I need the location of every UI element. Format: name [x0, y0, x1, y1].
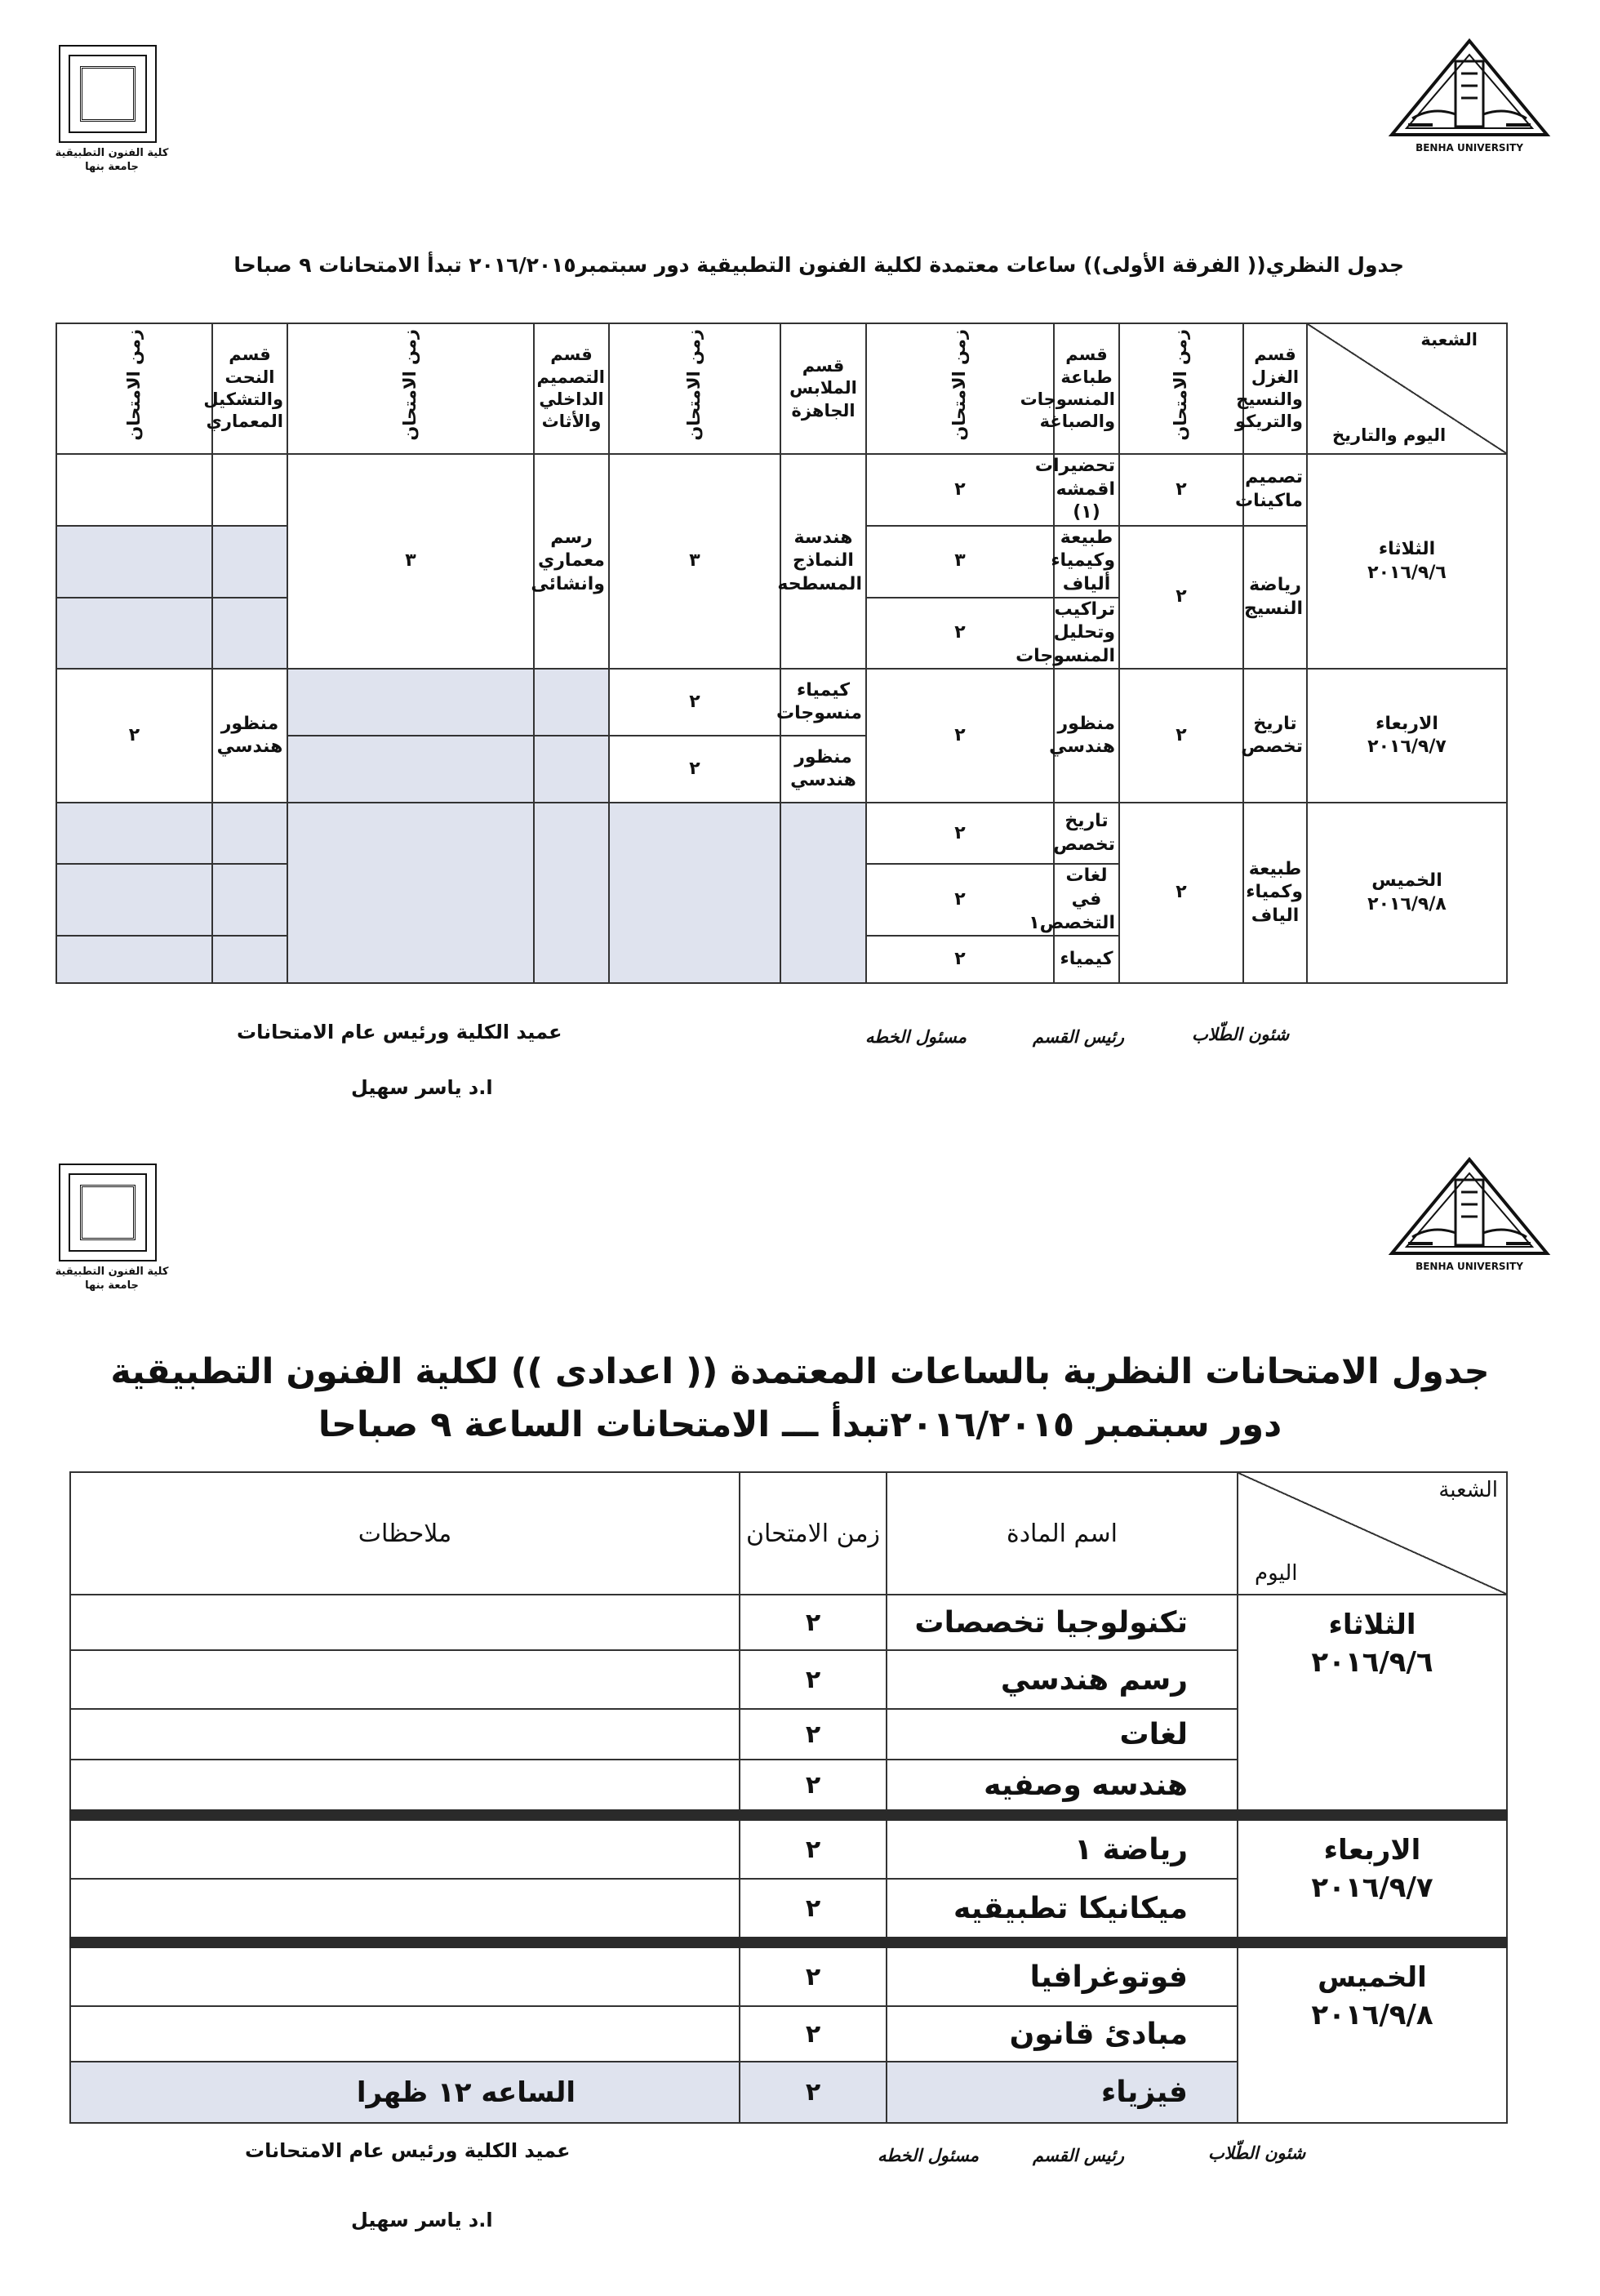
notes-cell: [70, 1879, 740, 1942]
notes-cell: [70, 1942, 740, 2006]
plan-officer-signature: مسئول الخطه: [865, 1027, 967, 1047]
duration-cell: ٢: [1119, 526, 1243, 670]
duration-cell: ٢: [740, 1760, 887, 1815]
duration-cell: ٢: [740, 1879, 887, 1942]
notes-header: ملاحظات: [70, 1472, 740, 1595]
corner-division-label: الشعبة: [1438, 1478, 1498, 1502]
empty-cell: [56, 454, 212, 526]
duration-cell: ٢: [1119, 669, 1243, 803]
day-cell-thursday: الخميس ٢٠١٦/٩/٨: [1238, 1942, 1507, 2123]
table-row: [70, 1815, 1507, 1879]
schedule2-title-line2: دور سبتمبر ٢٠١٦/٢٠١٥تبدأ ـــ الامتحانات الساعة ٩ صباحا: [318, 1404, 1282, 1445]
subject-cell: تاريخ تخصص: [1243, 669, 1307, 803]
duration-header: زمن الامتحان: [1119, 323, 1243, 454]
corner-header-cell: [1307, 323, 1507, 454]
empty-cell: [534, 736, 609, 803]
subject-cell: تحضيرات اقمشه (١): [1054, 454, 1119, 526]
dept-head-signature: رئيس القسم: [1033, 1027, 1124, 1047]
day-cell-tuesday: الثلاثاء ٢٠١٦/٩/٦: [1238, 1595, 1507, 1815]
empty-cell: [609, 803, 780, 983]
notes-cell: [70, 1760, 740, 1815]
dept-header-sculpture: قسم النحت والتشكيل المعماري: [212, 323, 287, 454]
dept-header-printing: قسم طباعة المنسوجات والصباغة: [1054, 323, 1119, 454]
university-logo: [1384, 1155, 1555, 1278]
duration-cell: ٢: [866, 669, 1054, 803]
duration-cell: ٢: [866, 864, 1054, 936]
duration-cell: ٢: [866, 803, 1054, 864]
subject-cell: تراكيب وتحليل المنسوجات: [1054, 598, 1119, 670]
day-cell-wednesday: الاربعاء ٢٠١٦/٩/٧: [1238, 1815, 1507, 1942]
day-cell-tuesday: الثلاثاء ٢٠١٦/٩/٦: [1307, 454, 1507, 669]
empty-cell: [287, 803, 534, 983]
duration-cell: ٣: [287, 454, 534, 669]
duration-header: زمن الامتحان: [609, 323, 780, 454]
schedule2-title-line1: جدول الامتحانات النظرية بالساعات المعتمدة (( اعدادى )) لكلية الفنون التطبيقية: [110, 1351, 1490, 1392]
duration-cell: ٢: [609, 669, 780, 736]
subject-cell: تكنولوجيا تخصصات: [887, 1595, 1238, 1650]
subject-cell: منظور هندسي: [780, 736, 866, 803]
table-row: [56, 803, 1507, 864]
notes-cell: الساعه ١٢ ظهرا: [70, 2062, 740, 2123]
subject-cell: رسم هندسي: [887, 1650, 1238, 1709]
duration-header: زمن الامتحان: [56, 323, 212, 454]
subject-cell: ميكانيكا تطبيقيه: [887, 1879, 1238, 1942]
empty-cell: [212, 454, 287, 526]
university-emblem-icon: [1384, 1155, 1555, 1278]
duration-cell: ٣: [609, 454, 780, 669]
corner-division-label: الشعبة: [1420, 330, 1478, 349]
empty-cell: [534, 669, 609, 736]
college-emblem-icon: [59, 45, 157, 143]
table-row: [56, 669, 1507, 736]
svg-text:BENHA UNIVERSITY: BENHA UNIVERSITY: [1416, 142, 1523, 154]
duration-cell: ٢: [740, 1942, 887, 2006]
table-row: [70, 1942, 1507, 2006]
empty-cell: [780, 803, 866, 983]
subject-cell: لغات في التخصص١: [1054, 864, 1119, 936]
subject-cell: تصميم ماكينات: [1243, 454, 1307, 526]
corner-day-label: اليوم: [1255, 1561, 1298, 1586]
empty-cell: [56, 803, 212, 864]
corner-date-label: اليوم والتاريخ: [1332, 425, 1447, 445]
duration-cell: ٢: [740, 2062, 887, 2123]
empty-cell: [212, 803, 287, 864]
subject-cell: رياضة النسيج: [1243, 526, 1307, 670]
notes-cell: [70, 1650, 740, 1709]
day-cell-thursday: الخميس ٢٠١٦/٩/٨: [1307, 803, 1507, 983]
dean-name: ا.د ياسر سهيل: [351, 1076, 493, 1099]
duration-cell: ٢: [56, 669, 212, 803]
notes-cell: [70, 2006, 740, 2062]
subject-cell: رسم معماري وانشائى: [534, 454, 609, 669]
subject-cell: فيزياء: [887, 2062, 1238, 2123]
dean-name: ا.د ياسر سهيل: [351, 2209, 493, 2231]
svg-text:BENHA UNIVERSITY: BENHA UNIVERSITY: [1416, 1261, 1523, 1272]
subject-cell: فوتوغرافيا: [887, 1942, 1238, 2006]
subject-cell: لغات: [887, 1709, 1238, 1760]
college-logo-caption: كلية الفنون التطبيقية: [55, 1266, 169, 1278]
empty-cell: [534, 803, 609, 983]
schedule2-header-row: [70, 1472, 1507, 1595]
university-emblem-icon: [1384, 37, 1555, 159]
subject-cell: هندسه وصفيه: [887, 1760, 1238, 1815]
college-emblem-icon: [59, 1164, 157, 1261]
university-logo: [1384, 37, 1555, 159]
empty-cell: [56, 526, 212, 598]
notes-cell: [70, 1709, 740, 1760]
dept-header-spinning: قسم الغزل والنسيج والتريكو: [1243, 323, 1307, 454]
dept-header-clothing: قسم الملابس الجاهزة: [780, 323, 866, 454]
empty-cell: [287, 669, 534, 736]
schedule2-table: [69, 1471, 1508, 2124]
subject-cell: مبادئ قانون: [887, 2006, 1238, 2062]
schedule1-title: جدول النظري(( الفرقة الأولى)) ساعات معتمدة لكلية الفنون التطبيقية دور سبتمبر٢٠١٦/٢٠١٥ تبدأ الامتحانات ٩ صباحا: [233, 253, 1404, 277]
empty-cell: [212, 526, 287, 598]
student-affairs-signature: شئون الطّلاب: [1208, 2143, 1306, 2163]
duration-header: زمن الامتحان: [740, 1472, 887, 1595]
plan-officer-signature: مسئول الخطه: [878, 2146, 980, 2165]
duration-cell: ٢: [740, 1709, 887, 1760]
empty-cell: [212, 864, 287, 936]
college-logo: [51, 45, 173, 173]
subject-cell: منظور هندسي: [212, 669, 287, 803]
duration-header: زمن الامتحان: [287, 323, 534, 454]
subject-cell: هندسة النماذج المسطحه: [780, 454, 866, 669]
notes-cell: [70, 1595, 740, 1650]
duration-cell: ٢: [740, 1595, 887, 1650]
subject-cell: كيمياء: [1054, 936, 1119, 983]
schedule1-header-row: [56, 323, 1507, 454]
empty-cell: [56, 936, 212, 983]
duration-cell: ٢: [1119, 803, 1243, 983]
duration-cell: ٣: [866, 526, 1054, 598]
duration-cell: ٢: [740, 1815, 887, 1879]
college-logo: [51, 1164, 173, 1292]
subject-cell: طبيعة وكيمياء ألياف: [1054, 526, 1119, 598]
duration-cell: ٢: [866, 598, 1054, 670]
empty-cell: [212, 936, 287, 983]
university-logo-caption: جامعة بنها: [85, 1279, 139, 1292]
college-logo-caption: كلية الفنون التطبيقية: [55, 147, 169, 159]
notes-cell: [70, 1815, 740, 1879]
subject-cell: كيمياء منسوجات: [780, 669, 866, 736]
schedule1-table: [56, 323, 1508, 984]
subject-cell: رياضة ١: [887, 1815, 1238, 1879]
subject-cell: تاريخ تخصص: [1054, 803, 1119, 864]
dept-header-interior: قسم التصميم الداخلي والأثاث: [534, 323, 609, 454]
student-affairs-signature: شئون الطّلاب: [1192, 1025, 1290, 1044]
table-row: [56, 454, 1507, 526]
duration-cell: ٢: [866, 936, 1054, 983]
duration-cell: ٢: [740, 2006, 887, 2062]
table-row: [70, 1595, 1507, 1650]
subject-cell: منظور هندسي: [1054, 669, 1119, 803]
day-cell-wednesday: الاربعاء ٢٠١٦/٩/٧: [1307, 669, 1507, 803]
duration-header: زمن الامتحان: [866, 323, 1054, 454]
university-logo-caption: جامعة بنها: [85, 161, 139, 173]
dept-head-signature: رئيس القسم: [1033, 2146, 1124, 2165]
empty-cell: [287, 736, 534, 803]
subject-cell: طبيعة وكمياء الياف: [1243, 803, 1307, 983]
empty-cell: [56, 864, 212, 936]
corner-header-cell: [1238, 1472, 1507, 1595]
duration-cell: ٢: [609, 736, 780, 803]
empty-cell: [212, 598, 287, 670]
duration-cell: ٢: [740, 1650, 887, 1709]
subject-header: اسم المادة: [887, 1472, 1238, 1595]
dean-signature-title: عميد الكلية ورئيس عام الامتحانات: [245, 2139, 571, 2162]
dean-signature-title: عميد الكلية ورئيس عام الامتحانات: [237, 1021, 562, 1043]
duration-cell: ٢: [1119, 454, 1243, 526]
empty-cell: [56, 598, 212, 670]
duration-cell: ٢: [866, 454, 1054, 526]
